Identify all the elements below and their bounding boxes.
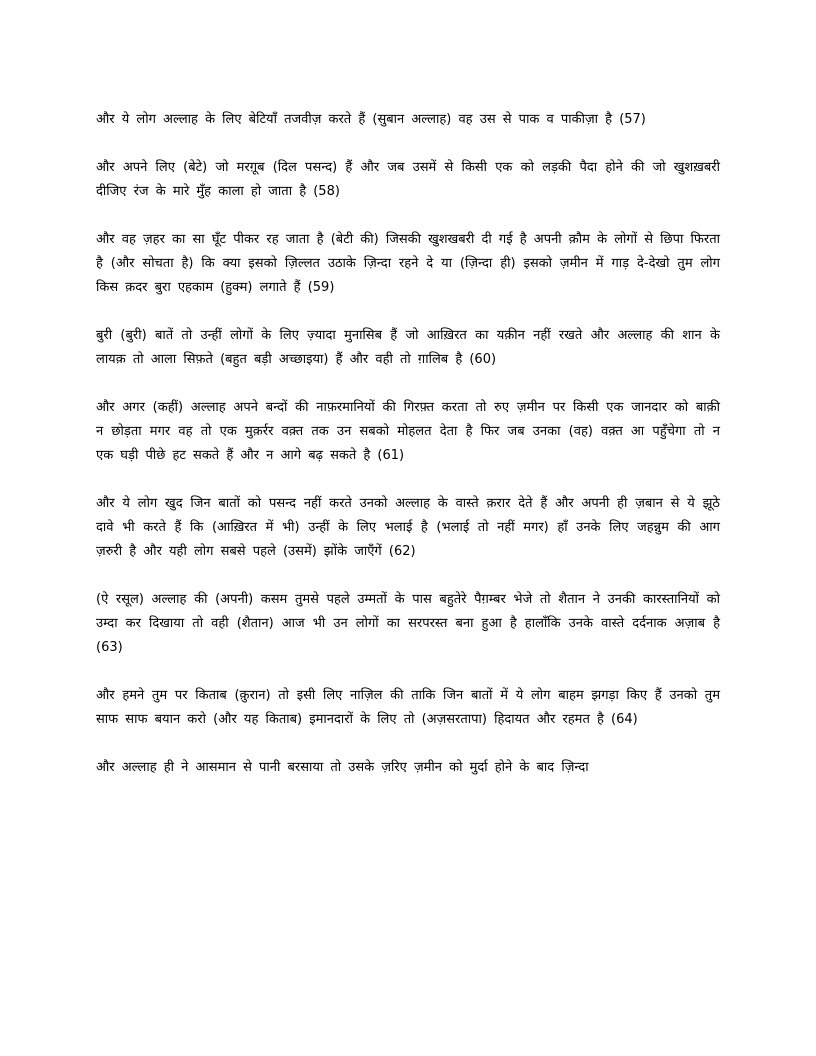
verse-paragraph-60: बुरी (बुरी) बातें तो उन्हीं लोगों के लिए ज़्यादा मुनासिब हैं जो आख़िरत का यक़ीन नहीं रखते और अल्लाह की शान के लायक़ तो आला सिफ़ते (बहुत बड़ी अच्छाइया) हैं और वही तो ग़ालिब है (60) [96, 328, 720, 367]
document-page [96, 108, 720, 780]
verse-paragraph-65-partial: और अल्लाह ही ने आसमान से पानी बरसाया तो उसके ज़रिए ज़मीन को मुर्दा होने के बाद ज़िन्दा [96, 760, 589, 775]
verse-paragraph-62: और ये लोग खुद जिन बातों को पसन्द नहीं करते उनको अल्लाह के वास्ते क़रार देते हैं और अपनी ही ज़बान से ये झूठे दावे भी करते हैं कि (आख़िरत में भी) उन्हीं के लिए भलाई है (भलाई तो नहीं मगर) हाँ उनके लिए जहन्नुम की आग ज़रुरी है और यही लोग सबसे पहले (उसमें) झोंके जाएँगें (62) [96, 496, 720, 559]
verse-paragraph-64: और हमने तुम पर किताब (क़ुरान) तो इसी लिए नाज़िल की ताकि जिन बातों में ये लोग बाहम झगड़ा किए हैं उनको तुम साफ साफ बयान करो (और यह किताब) इमानदारों के लिए तो (अज़सरतापा) हिदायत और रहमत है (64) [96, 688, 720, 727]
verse-paragraph-63: (ऐ रसूल) अल्लाह की (अपनी) कसम तुमसे पहले उम्मतों के पास बहुतेरे पैग़म्बर भेजे तो शैतान ने उनकी कारस्तानियों को उम्दा कर दिखाया तो वही (शैतान) आज भी उन लोगों का सरपरस्त बना हुआ है हालाँकि उनके वास्ते दर्दनाक अज़ाब है (63) [96, 592, 720, 655]
verse-paragraph-59: और वह ज़हर का सा घूँट पीकर रह जाता है (बेटी की) जिसकी खुशखबरी दी गई है अपनी क़ौम के लोगों से छिपा फिरता है (और सोचता है) कि क्या इसको ज़िल्लत उठाके ज़िन्दा रहने दे या (ज़िन्दा ही) इसको ज़मीन में गाड़ दे-देखो तुम लोग किस क़दर बुरा एहकाम (हुक्म) लगाते हैं (59) [96, 232, 720, 295]
verse-paragraph-61: और अगर (कहीं) अल्लाह अपने बन्दों की नाफ़रमानियों की गिरफ़्त करता तो रुए ज़मीन पर किसी एक जानदार को बाक़ी न छोड़ता मगर वह तो एक मुक़र्रर वक़्त तक उन सबको मोहलत देता है फिर जब उनका (वह) वक़्त आ पहुँचेगा तो न एक घड़ी पीछे हट सकते हैं और न आगे बढ़ सकते है (61) [96, 400, 720, 463]
verse-paragraph-57: और ये लोग अल्लाह के लिए बेटियाँ तजवीज़ करते हैं (सुबान अल्लाह) वह उस से पाक व पाकीज़ा है (57) [96, 112, 646, 127]
verse-paragraph-58: और अपने लिए (बेटे) जो मरग़ूब (दिल पसन्द) हैं और जब उसमें से किसी एक को लड़की पैदा होने की जो खुशख़बरी दीजिए रंज के मारे मुँह काला हो जाता है (58) [96, 160, 720, 199]
